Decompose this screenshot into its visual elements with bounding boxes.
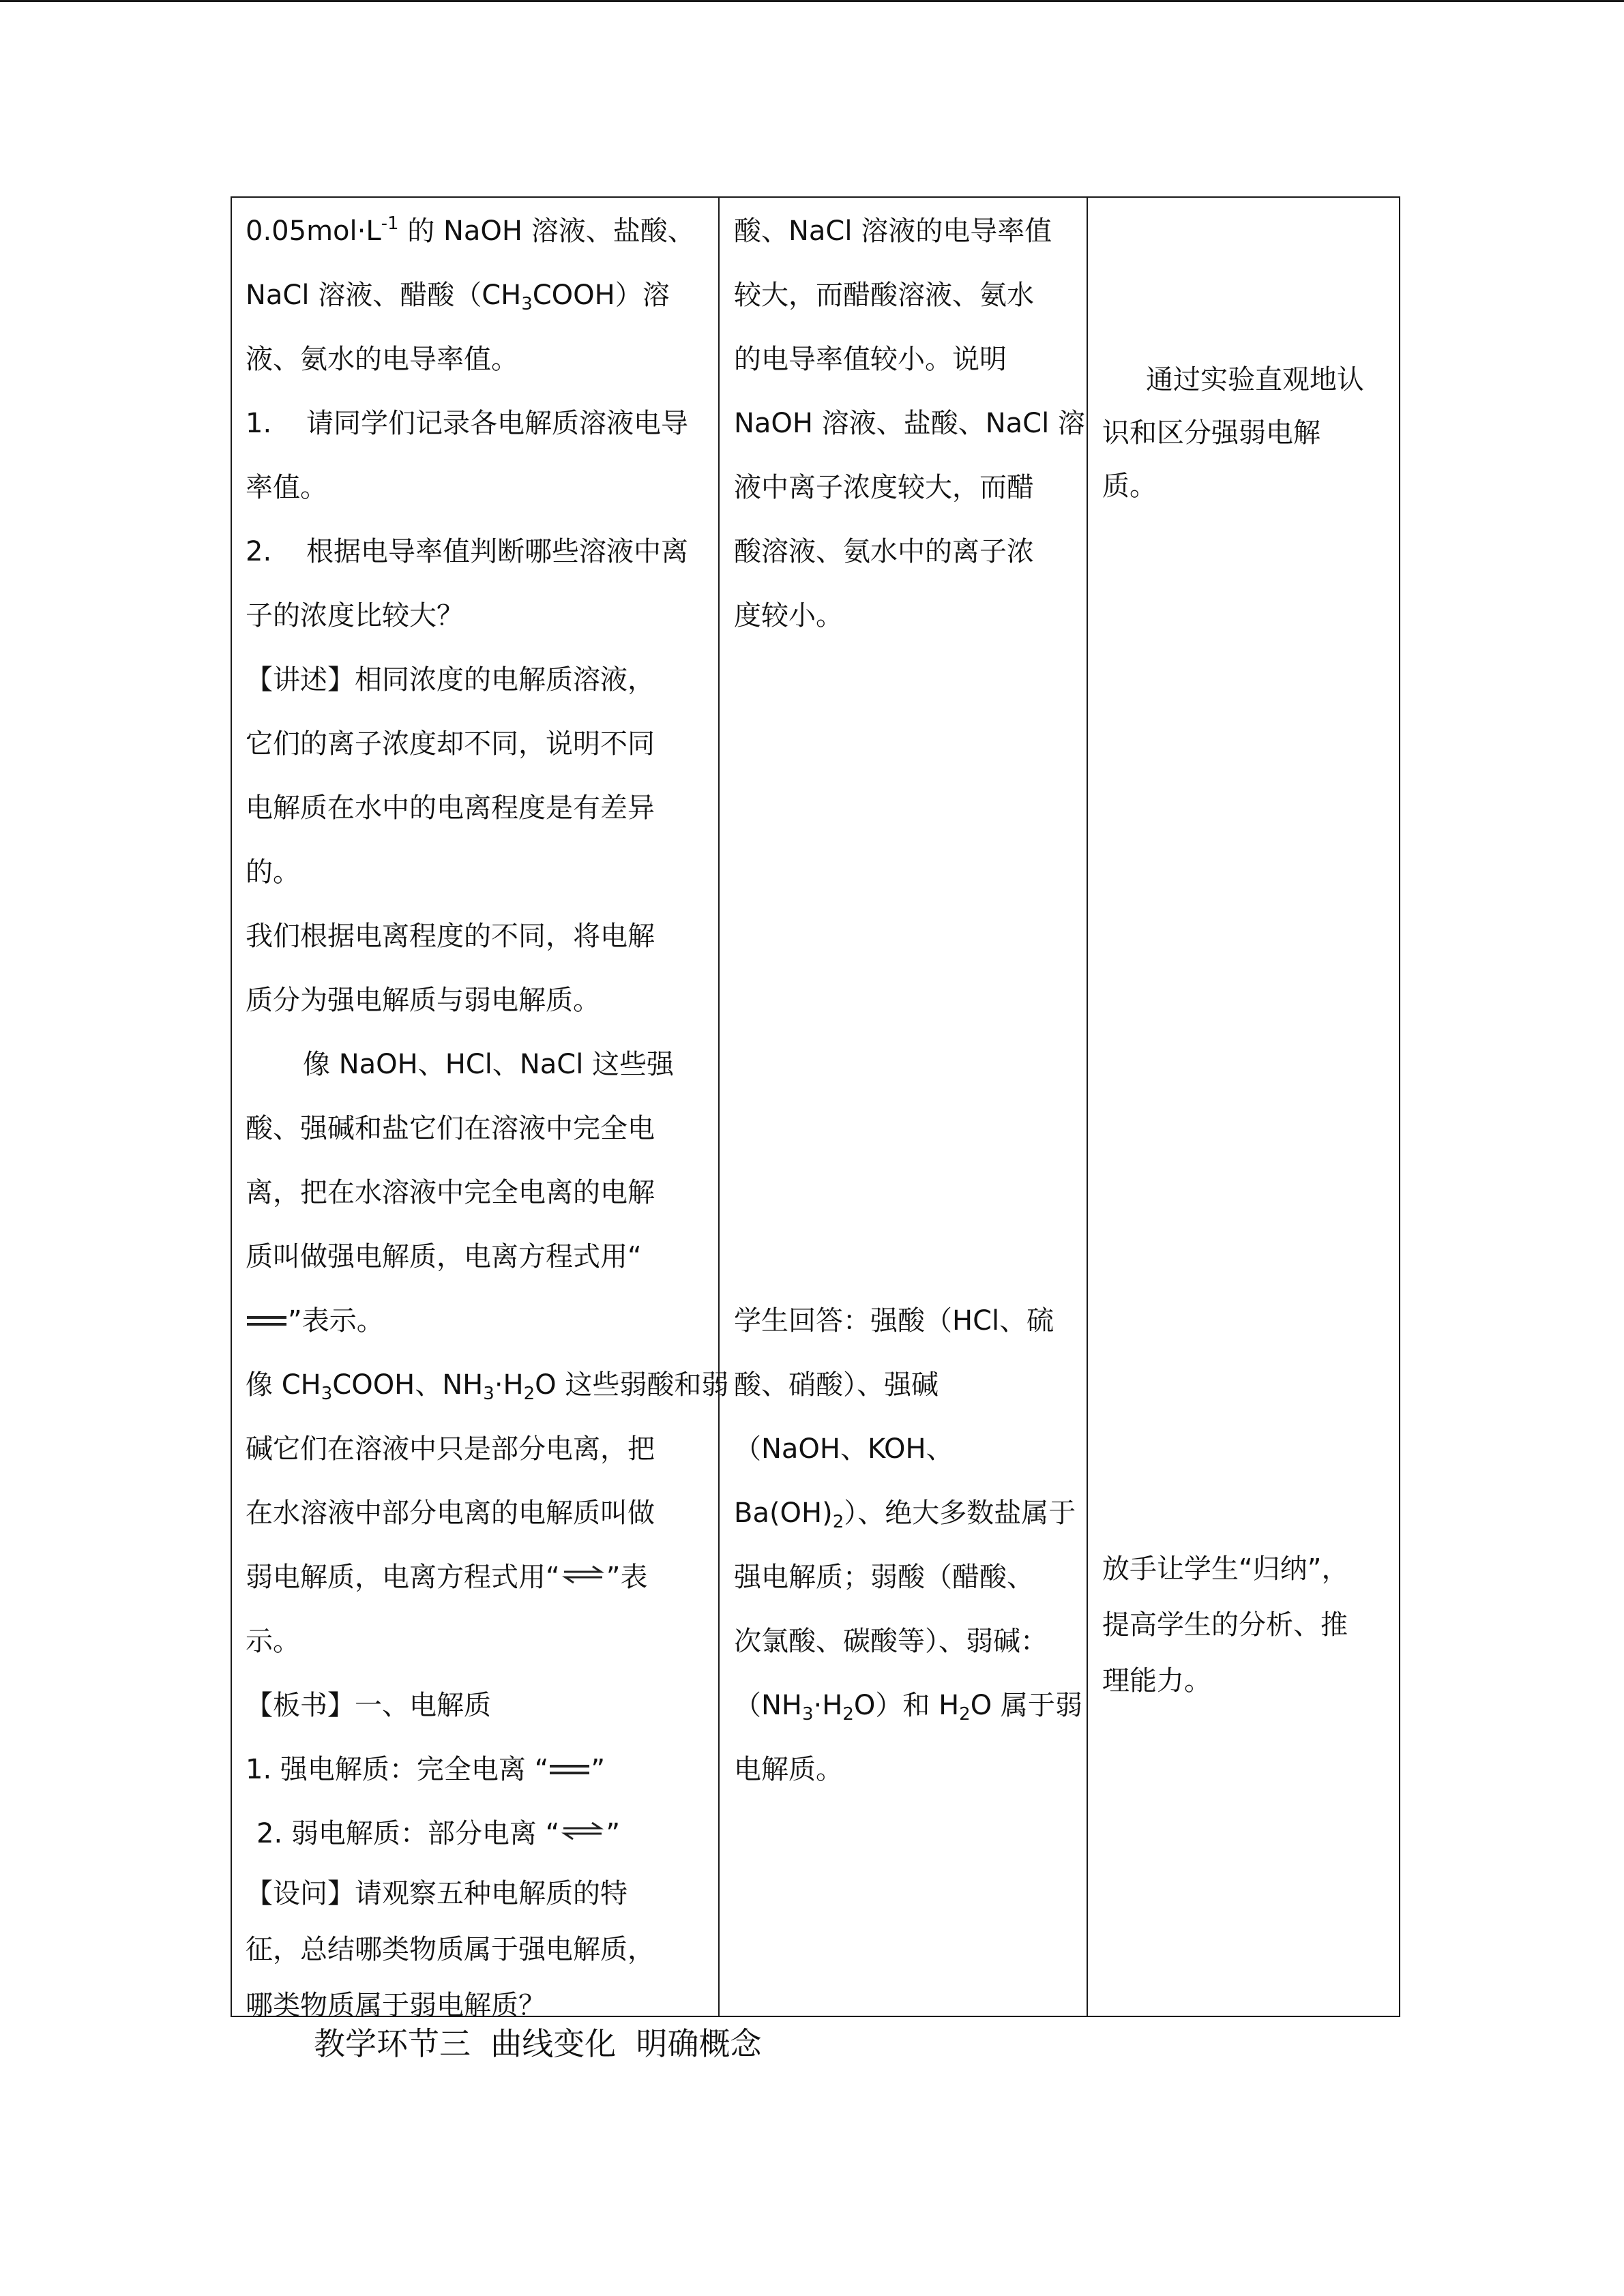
text-line: 酸、NaCl 溶液的电导率值 bbox=[734, 215, 1052, 247]
text-line: 学生回答：强酸（HCl、硫 bbox=[734, 1305, 1054, 1337]
text-line: 较大，而醋酸溶液、氨水 bbox=[734, 280, 1034, 311]
question-label: 【设问】请观察五种电解质的特 bbox=[246, 1878, 628, 1909]
text-line: 我们根据电离程度的不同，将电解 bbox=[246, 921, 655, 952]
text-line: 理能力。 bbox=[1102, 1665, 1211, 1697]
text-line: ”表示。 bbox=[246, 1289, 716, 1353]
text-line: 像 NaOH、HCl、NaCl 这些强 bbox=[303, 1049, 675, 1080]
text-line: 弱电解质，电离方程式用“ ”表 bbox=[246, 1562, 648, 1593]
text-line: （NaOH、KOH、 bbox=[734, 1433, 954, 1465]
text-line: 率值。 bbox=[246, 472, 327, 503]
board-label: 【板书】一、电解质 bbox=[246, 1690, 491, 1721]
narration-label: 【讲述】相同浓度的电解质溶液， bbox=[246, 664, 655, 696]
text-line: 离，把在水溶液中完全电离的电解 bbox=[246, 1177, 655, 1208]
text-line: 放手让学生“归纳”， bbox=[1102, 1553, 1349, 1585]
column-divider-1 bbox=[718, 198, 720, 2016]
text-line: $Ba(OH)_2$）、绝大多数盐属于 bbox=[734, 1497, 1076, 1532]
text-line: $0.05mol\cdot L^{-1}$ 的 NaOH 溶液、盐酸、 bbox=[246, 213, 695, 247]
text-line: 电解质。 bbox=[734, 1754, 843, 1785]
lesson-table bbox=[231, 196, 1400, 2021]
text-line: 质。 bbox=[1102, 471, 1157, 502]
text-line: 的。 bbox=[246, 856, 300, 888]
text-line: 酸、硝酸）、强碱 bbox=[734, 1369, 939, 1401]
text-line: 1. 强电解质：完全电离 “ ” bbox=[246, 1754, 606, 1785]
text-line: $(NH_3\cdot H_2O)$和 $H_2O$ 属于弱 bbox=[734, 1690, 1082, 1725]
text-line: 质分为强电解质与弱电解质。 bbox=[246, 985, 600, 1016]
column-divider-2 bbox=[1087, 198, 1088, 2016]
text-line: 子的浓度比较大？ bbox=[246, 600, 464, 631]
page-top-border bbox=[0, 0, 1624, 2]
text-line: 强电解质；弱酸（醋酸、 bbox=[734, 1562, 1034, 1593]
text-line: 2. 弱电解质：部分电离 “ ” bbox=[256, 1818, 621, 1849]
section-heading: 教学环节三 曲线变化 明确概念 bbox=[314, 2025, 762, 2062]
reversible-arrow-icon bbox=[561, 1564, 605, 1585]
text-line: 的电导率值较小。说明 bbox=[734, 344, 1007, 375]
text-line: 液中离子浓度较大，而醋 bbox=[734, 472, 1034, 503]
list-item-2: 2. 根据电导率值判断哪些溶液中离 bbox=[246, 536, 689, 567]
equals-sign-icon bbox=[550, 1765, 589, 1774]
text-line: 质叫做强电解质，电离方程式用“ bbox=[246, 1241, 642, 1272]
teacher-activity-column bbox=[246, 198, 729, 2021]
text-line: NaOH 溶液、盐酸、NaCl 溶 bbox=[734, 408, 1085, 439]
text-line: 液、氨水的电导率值。 bbox=[246, 344, 518, 375]
list-item-1: 1. 请同学们记录各电解质溶液电导 bbox=[246, 408, 689, 439]
student-activity-column bbox=[734, 198, 1085, 2016]
text-line: 征，总结哪类物质属于强电解质， bbox=[246, 1934, 655, 1965]
column-gap bbox=[1102, 198, 1389, 353]
reversible-arrow-icon bbox=[561, 1821, 604, 1841]
text-line: 通过实验直观地认 bbox=[1146, 364, 1364, 396]
text-line: 像 $CH_3COOH$、$NH_3\cdot H_2O$ 这些弱酸和弱 bbox=[246, 1369, 729, 1404]
design-intent-column bbox=[1102, 198, 1389, 2016]
text-line: 哪类物质属于弱电解质？ bbox=[246, 1990, 546, 2021]
text-line: 提高学生的分析、推 bbox=[1102, 1609, 1348, 1641]
text-line: 次氯酸、碳酸等）、弱碱： bbox=[734, 1626, 1048, 1657]
text-line: 识和区分强弱电解 bbox=[1102, 417, 1320, 449]
text-line: 度较小。 bbox=[734, 600, 843, 631]
text-line: 在水溶液中部分电离的电解质叫做 bbox=[246, 1497, 655, 1529]
text-line: 碱它们在溶液中只是部分电离，把 bbox=[246, 1433, 655, 1465]
equals-sign-icon bbox=[247, 1316, 286, 1326]
column-gap bbox=[1102, 513, 1389, 1541]
text-line: NaCl 溶液、醋酸$(CH_3COOH)$溶 bbox=[246, 280, 670, 314]
text-line: 电解质在水中的电离程度是有差异 bbox=[246, 792, 655, 824]
text-line: 它们的离子浓度却不同，说明不同 bbox=[246, 728, 655, 760]
text-line: 示。 bbox=[246, 1626, 300, 1657]
text-line: 酸、强碱和盐它们在溶液中完全电 bbox=[246, 1113, 655, 1144]
text-line: 酸溶液、氨水中的离子浓 bbox=[734, 536, 1034, 567]
column-gap bbox=[734, 648, 1075, 1289]
